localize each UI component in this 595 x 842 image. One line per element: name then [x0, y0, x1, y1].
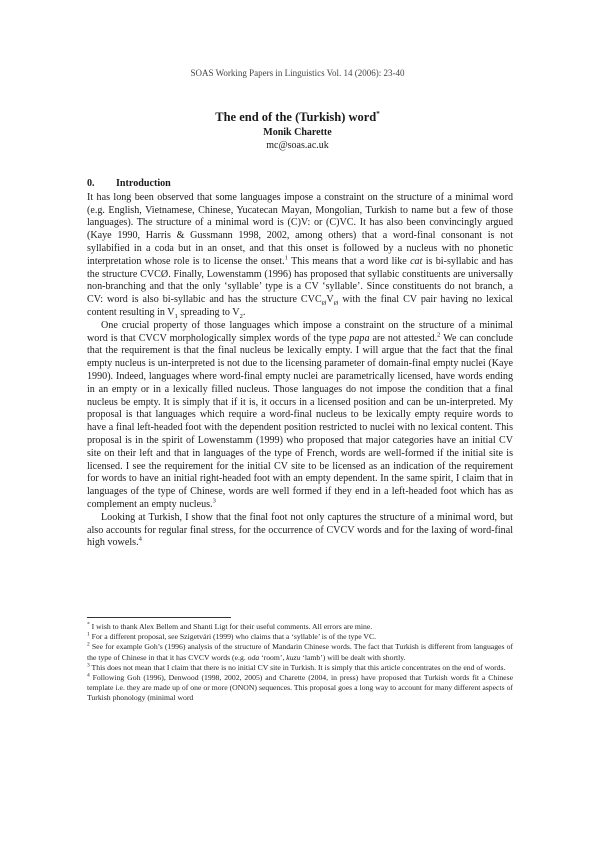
footnote-4	[87, 673, 513, 704]
footnote-ref-2[interactable]: 2	[437, 331, 441, 339]
footnote-2	[87, 642, 513, 662]
text-run: This means that a word like	[287, 255, 411, 267]
section-heading	[87, 178, 513, 191]
footnote-ref-4[interactable]: 4	[138, 535, 142, 543]
text-run: V	[326, 294, 334, 306]
footnote-ref-3[interactable]: 3	[212, 497, 216, 505]
footnote-ref-1[interactable]: 1	[284, 254, 288, 262]
paragraph-1	[87, 192, 513, 320]
paragraph-2	[87, 320, 513, 512]
text-run: Looking at Turkish, I show that the final foot not only captures the structure of a minimal word, but also accounts for regular final stress, for the occurrence of CVCV words and for the laxing of word-final high vowels.	[87, 511, 513, 549]
footnote-mark: 4	[87, 672, 90, 679]
example-word: papa	[349, 332, 370, 344]
subscript: 2	[239, 312, 243, 320]
footnote-mark: 2	[87, 641, 90, 648]
footnote-text: Following Goh (1996), Denwood (1998, 2002, 2005) and Charette (2004, in press) have proposed that Turkish words fit a Chinese template i.e. they are made up of one or more (ONON) sequences. This proposal goes a long way to account for many different aspects of Turkish phonology (minimal word	[87, 673, 513, 703]
footnote-1	[87, 632, 513, 642]
footnotes	[87, 622, 513, 704]
text-run: with the final CV pair having no lexical content resulting in V	[87, 294, 513, 318]
title-text: The end of the (Turkish) word	[215, 110, 377, 125]
text-run: We can conclude that the requirement is that the final nucleus be lexically empty. I will argue that the fact that the final empty nucleus is un-interpreted is not due to the licensing parameter of domain-final empty nuclei (Kaye 1990). Indeed, languages where word-final empty nuclei are parametrically licensed, have words ending in an empty or in a lexically filled nucleus. Those languages do not impose the condition that a final nucleus be empty. It is simply that if it is, it occurs in a licensed position and can be un-interpreted. My proposal is that languages which require a word-final nucleus to be lexically empty require words to have a final left-headed foot with the dependent position restricted to nuclei with no lexical content. This proposal is in the spirit of Lowenstamm (1999) who proposed that major categories have an initial CV site on their left and that in languages of the type of French, words are well-formed if the initial site is licensed. I see the requirement for the initial CV site to be licensed as an indication of the requirement for words to have an initial right-headed foot with an empty dependent. In the same spirit, I claim that in languages of the type of Chinese, words are well formed if they end in a left-headed foot which has as complement an empty nucleus.	[87, 332, 513, 510]
text-run: are not attested.	[369, 332, 438, 344]
body-text	[87, 178, 513, 550]
example-word: cat	[410, 255, 423, 267]
footnote-text: ‘lamb’) will be dealt with shortly.	[300, 652, 406, 662]
footnote-text: See for example Goh’s (1996) analysis of the structure of Mandarin Chinese words. The fact that Turkish is different from languages of the type of Chinese in that it has CVCV words (e.g.	[87, 642, 513, 662]
footnote-mark: 1	[87, 631, 90, 638]
footnote-star	[87, 622, 513, 632]
text-run: One crucial property of those languages which impose a constraint on the structure of a minimal word is that CVCV morphologically simplex words of the type	[87, 319, 513, 344]
text-run: spreading to V	[177, 306, 240, 318]
section-title: Introduction	[116, 178, 171, 189]
subscript: Ø	[321, 300, 327, 308]
author-email[interactable]: mc@soas.ac.uk	[266, 140, 329, 152]
footnote-mark: 3	[87, 662, 90, 669]
text-run: is bi-syllabic and has the structure CVCØ. Finally, Lowenstamm (1996) has proposed that syllabic constituents are universally non-branching and that the only ‘syllable’ type is a CV ‘syllable’. Since constituents do not branch, a CV: word is also bi-syllabic and has the structure CVC	[87, 255, 513, 306]
example-word: oda	[247, 652, 260, 662]
footnote-mark: *	[87, 621, 90, 628]
text-run: It has long been observed that some languages impose a constraint on the structure of a minimal word (e.g. English, Vietnamese, Chinese, Yucatecan Mayan, Mongolian, Turkish to name but a few of those languages). The structure of a minimal word is (C)V: or (C)VC. It has also been convincingly argued (Kaye 1990, Harris & Gussmann 1998, 2002, among others) that a word-final consonant is not syllabified in a coda but in an onset, and that this onset is followed by a nucleus with no phonetic interpretation whose role is to license the onset.	[87, 191, 513, 267]
running-head: SOAS Working Papers in Linguistics Vol. 14 (2006): 23-40	[190, 68, 405, 78]
paragraph-3	[87, 512, 513, 550]
footnote-text: This does not mean that I claim that there is no initial CV site in Turkish. It is simply that this article concentrates on the end of words.	[89, 662, 506, 672]
footnote-text: ‘room’,	[259, 652, 287, 662]
title-footnote-mark[interactable]: *	[376, 110, 380, 118]
text-run: .	[242, 306, 246, 318]
section-number: 0.	[87, 178, 95, 189]
subscript: 1	[174, 312, 178, 320]
footnote-divider	[87, 617, 231, 618]
article-title	[0, 107, 595, 125]
subscript: Ø	[333, 300, 339, 308]
title-block	[0, 107, 595, 152]
footnote-text: I wish to thank Alex Bellem and Shanti Ligt for their useful comments. All errors are mine.	[89, 622, 373, 631]
footnote-text: For a different proposal, see Szigetvári (1999) who claims that a ‘syllable’ is of the type VC.	[89, 632, 377, 642]
example-word: kuzu	[286, 652, 301, 662]
footnote-3	[87, 663, 513, 673]
author-name: Monik Charette	[263, 127, 332, 139]
